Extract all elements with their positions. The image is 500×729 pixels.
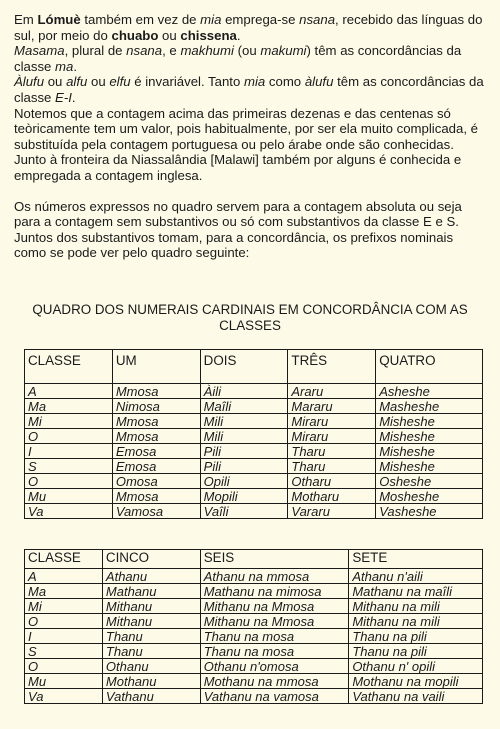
column-header: CLASSE [25, 350, 113, 384]
text-segment: nsana [299, 12, 336, 27]
text-segment: àlufu [304, 74, 334, 90]
numeral-cell: Vathanu na vaili [349, 689, 483, 704]
text-segment: têm as concordâncias da classe [14, 74, 484, 105]
text-segment: . [236, 27, 241, 43]
table-header-row [25, 550, 483, 569]
class-cell: Va [25, 504, 113, 519]
paragraph [14, 230, 486, 261]
paragraph [14, 74, 486, 105]
numeral-cell: Vamosa [112, 504, 200, 519]
text-segment: é invariável. Tanto [130, 74, 244, 90]
numeral-cell: Mosheshe [376, 489, 483, 504]
table-row [25, 659, 483, 674]
numeral-cell: Misheshe [376, 459, 483, 474]
numeral-cell: Thanu [102, 629, 200, 644]
numeral-cell: Vasheshe [376, 504, 483, 519]
table-row [25, 674, 483, 689]
text-segment: Em [14, 12, 38, 27]
text-segment: emprega-se [221, 12, 300, 27]
class-cell: Ma [25, 399, 113, 414]
numeral-cell: Thanu na mosa [200, 629, 349, 644]
table-row [25, 629, 483, 644]
table-title: QUADRO DOS NUMERAIS CARDINAIS EM CONCORDÂNCIA COM AS CLASSES [32, 302, 468, 333]
numeral-cell: Misheshe [376, 429, 483, 444]
text-segment: mia [200, 12, 222, 27]
class-cell: A [25, 569, 103, 584]
numeral-cell: Omosa [112, 474, 200, 489]
numeral-cell: Vaîli [200, 504, 288, 519]
numeral-cell: Thanu na mosa [200, 644, 349, 659]
numeral-cell: Misheshe [376, 444, 483, 459]
paragraph [14, 106, 486, 153]
class-cell: O [25, 429, 113, 444]
text-segment: ) têm as concordâncias da classe [14, 43, 462, 74]
numeral-cell: Tharu [288, 444, 376, 459]
numeral-cell: Araru [288, 384, 376, 399]
numerals-table-1-to-4 [24, 349, 483, 519]
numeral-cell: Mmosa [112, 414, 200, 429]
numeral-cell: Mithanu na mili [349, 599, 483, 614]
text-segment: chuabo [111, 27, 159, 43]
text-segment: como [265, 74, 305, 90]
text-segment: Juntos dos substantivos tomam, para a concordância, os prefixos nominais como se pode ver pelo quadro seguinte: [14, 229, 454, 261]
paragraph [14, 43, 486, 74]
numeral-cell: Mararu [288, 399, 376, 414]
text-segment: Àlufu [14, 74, 45, 90]
text-segment: makhumi [180, 43, 234, 59]
numeral-cell: Mithanu [102, 599, 200, 614]
numeral-cell: Miraru [288, 414, 376, 429]
text-segment: Os números expressos no quadro servem para a contagem absoluta ou seja para a contagem sem substantivos ou só com substantivos da classe E e S. [14, 198, 462, 230]
numeral-cell: Athanu na mmosa [200, 569, 349, 584]
table-row [25, 489, 483, 504]
table-row [25, 414, 483, 429]
class-cell: I [25, 444, 113, 459]
class-cell: Mu [25, 674, 103, 689]
numeral-cell: Mmosa [112, 429, 200, 444]
column-header: TRÊS [288, 350, 376, 384]
column-header: CINCO [102, 550, 200, 569]
numeral-cell: Pili [200, 459, 288, 474]
numeral-cell: Emosa [112, 459, 200, 474]
text-segment: ma [55, 58, 74, 74]
numeral-cell: Thanu na pili [349, 644, 483, 659]
text-segment: Notemos que a contagem acima das primeiras dezenas e das centenas só teòricamente tem um valor, pois habitualmente, por ser ela muito complicada, é substituída pela contagem portuguesa ou pelo árabe onde são conhecidas. [14, 105, 478, 152]
numeral-cell: Mopili [200, 489, 288, 504]
body-text [14, 12, 486, 261]
class-cell: I [25, 629, 103, 644]
numeral-cell: Otharu [288, 474, 376, 489]
column-header: DOIS [200, 350, 288, 384]
column-header: SETE [349, 550, 483, 569]
table-row [25, 474, 483, 489]
text-segment: E-I [55, 89, 72, 105]
text-segment: chissena [180, 27, 237, 43]
numeral-cell: Mithanu na Mmosa [200, 614, 349, 629]
text-segment: (ou [233, 43, 261, 59]
text-segment: mia [243, 74, 266, 90]
table-row [25, 384, 483, 399]
numeral-cell: Othanu n'omosa [200, 659, 349, 674]
class-cell: Ma [25, 584, 103, 599]
numeral-cell: Mithanu [102, 614, 200, 629]
table-row [25, 429, 483, 444]
numeral-cell: Mmosa [112, 489, 200, 504]
text-segment: ou [158, 27, 181, 43]
paragraph [14, 12, 486, 43]
text-segment: Lómuè [37, 12, 81, 27]
text-segment: também em vez de [80, 12, 201, 27]
numeral-cell: Mithanu na Mmosa [200, 599, 349, 614]
table-row [25, 399, 483, 414]
numeral-cell: Vathanu [102, 689, 200, 704]
table-row [25, 584, 483, 599]
numeral-cell: Opili [200, 474, 288, 489]
numeral-cell: Athanu n'aili [349, 569, 483, 584]
text-segment: , e [162, 43, 181, 59]
class-cell: O [25, 659, 103, 674]
text-segment: . [71, 89, 76, 105]
paragraph [14, 152, 486, 183]
numeral-cell: Masheshe [376, 399, 483, 414]
numeral-cell: Vathanu na vamosa [200, 689, 349, 704]
column-header: QUATRO [376, 350, 483, 384]
numeral-cell: Mathanu na maîli [349, 584, 483, 599]
numeral-cell: Mathanu na mimosa [200, 584, 349, 599]
class-cell: Mi [25, 414, 113, 429]
table-row [25, 444, 483, 459]
text-segment: Masama [14, 43, 65, 59]
numeral-cell: Nimosa [112, 399, 200, 414]
numeral-cell: Tharu [288, 459, 376, 474]
column-header: CLASSE [25, 550, 103, 569]
text-segment: ou [87, 74, 110, 90]
class-cell: Mi [25, 599, 103, 614]
class-cell: Va [25, 689, 103, 704]
class-cell: O [25, 474, 113, 489]
text-segment: Junto à fronteira da Niassalândia [Malawi] também por alguns é conhecida e empregada a contagem inglesa. [14, 152, 462, 183]
numeral-cell: Mithanu na mili [349, 614, 483, 629]
table-row [25, 599, 483, 614]
numeral-cell: Asheshe [376, 384, 483, 399]
class-cell: Mu [25, 489, 113, 504]
text-segment: . [73, 58, 78, 74]
table-row [25, 569, 483, 584]
class-cell: O [25, 614, 103, 629]
numeral-cell: Mothanu [102, 674, 200, 689]
class-cell: S [25, 459, 113, 474]
table-row [25, 644, 483, 659]
numeral-cell: Thanu [102, 644, 200, 659]
numeral-cell: Othanu [102, 659, 200, 674]
text-segment: , plural de [64, 43, 127, 59]
text-segment: elfu [109, 74, 131, 90]
numeral-cell: Mathanu [102, 584, 200, 599]
table-row [25, 504, 483, 519]
numeral-cell: Emosa [112, 444, 200, 459]
numeral-cell: Osheshe [376, 474, 483, 489]
table-header-row [25, 350, 483, 384]
numeral-cell: Mmosa [112, 384, 200, 399]
numeral-cell: Vararu [288, 504, 376, 519]
column-header: SEIS [200, 550, 349, 569]
table-row [25, 459, 483, 474]
text-segment: , recebido das línguas do sul, por meio do [14, 12, 483, 43]
numeral-cell: Miraru [288, 429, 376, 444]
text-segment: makumi [260, 43, 307, 59]
paragraph-gap [14, 184, 486, 199]
numeral-cell: Misheshe [376, 414, 483, 429]
numeral-cell: Mothanu na mmosa [200, 674, 349, 689]
numeral-cell: Thanu na pili [349, 629, 483, 644]
numeral-cell: Mothanu na mopili [349, 674, 483, 689]
numeral-cell: Othanu n' opili [349, 659, 483, 674]
text-segment: nsana [126, 43, 163, 59]
numeral-cell: Mili [200, 414, 288, 429]
numeral-cell: Motharu [288, 489, 376, 504]
text-segment: ou [44, 74, 67, 90]
numeral-cell: Mili [200, 429, 288, 444]
numeral-cell: Àili [200, 384, 288, 399]
table-row [25, 614, 483, 629]
class-cell: S [25, 644, 103, 659]
numeral-cell: Maîli [200, 399, 288, 414]
numeral-cell: Athanu [102, 569, 200, 584]
class-cell: A [25, 384, 113, 399]
paragraph [14, 199, 486, 230]
numerals-table-5-to-7 [24, 549, 483, 704]
column-header: UM [112, 350, 200, 384]
table-row [25, 689, 483, 704]
numeral-cell: Pili [200, 444, 288, 459]
text-segment: alfu [66, 74, 88, 90]
